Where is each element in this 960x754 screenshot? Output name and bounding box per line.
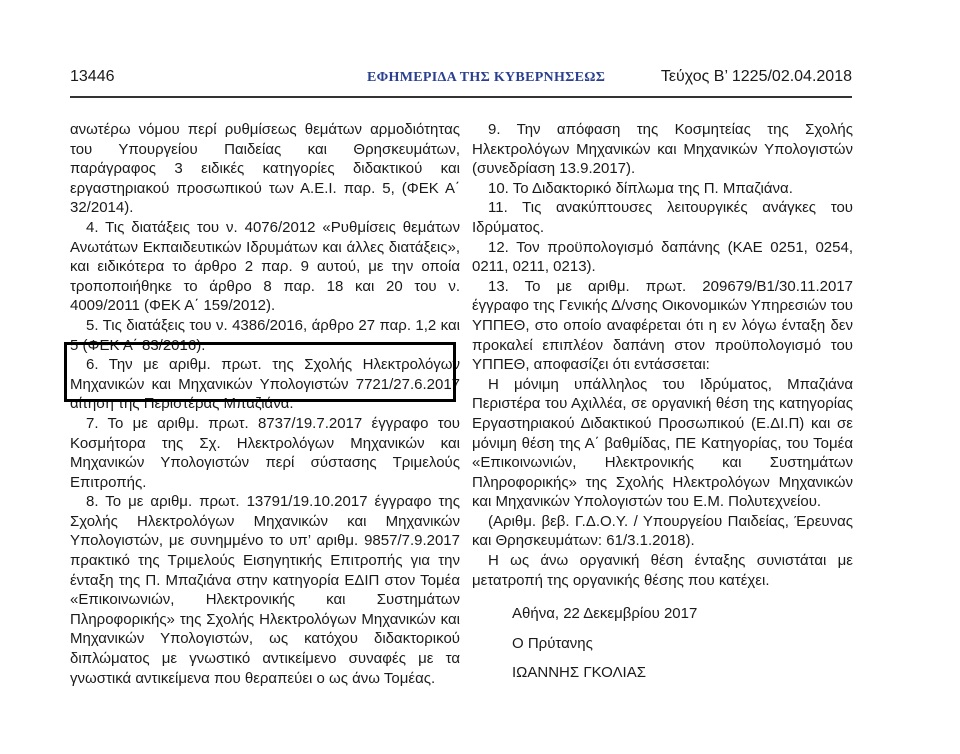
right-column [472, 120, 853, 693]
signatory-role: Ο Πρύτανης [512, 634, 593, 652]
paragraph-7: 7. Το με αριθμ. πρωτ. 8737/19.7.2017 έγγραφο του Κοσμήτορα της Σχ. Ηλεκτρολόγων Μηχανικών και Μηχανικών Υπολογιστών περί σύστασης Τριμελούς Επιτροπής. [70, 414, 460, 491]
header-rule [70, 96, 852, 98]
signatory-name: ΙΩΑΝΝΗΣ ΓΚΟΛΙΑΣ [512, 664, 646, 682]
paragraph-6-highlighted: 6. Την με αριθμ. πρωτ. της Σχολής Ηλεκτρολόγων Μηχανικών και Μηχανικών Υπολογιστών 7721/27.6.2017 αίτηση της Περιστέρας Μπαζιάνα. [70, 356, 460, 413]
issue-number: Τεύχος Β’ 1225/02.04.2018 [660, 68, 852, 85]
certificate-number: (Αριθμ. βεβ. Γ.Δ.Ο.Υ. / Υπουργείου Παιδείας, Έρευνας και Θρησκευμάτων: 61/3.1.2018). [472, 512, 853, 550]
place-date: Αθήνα, 22 Δεκεμβρίου 2017 [512, 605, 698, 623]
gazette-title: ΕΦΗΜΕΡΙΔΑ ΤΗΣ ΚΥΒΕΡΝΗΣΕΩΣ [367, 70, 606, 85]
paragraph-5: 5. Τις διατάξεις του ν. 4386/2016, άρθρο 27 παρ. 1,2 και 5 (ΦΕΚ Α΄ 83/2016). [70, 316, 460, 354]
conversion-note: Η ως άνω οργανική θέση ένταξης συνιστάται με μετατροπή της οργανικής θέσης που κατέχει. [472, 552, 853, 589]
paragraph-12: 12. Τον προϋπολογισμό δαπάνης (ΚΑΕ 0251, 0254, 0211, 0211, 0213). [472, 238, 853, 276]
paragraph-8: 8. Το με αριθμ. πρωτ. 13791/19.10.2017 έγγραφο της Σχολής Ηλεκτρολόγων Μηχανικών και Μηχανικών Υπολογιστών, με συνημμένο το υπ’ αριθμ. 9857/7.9.2017 πρακτικό της Τριμελούς Εισηγητικής Επιτροπής για την ένταξη της Π. Μπαζιάνα στην κατηγορία ΕΔΙΠ στον Τομέα «Επικοινωνιών, Ηλεκτρονικής και Συστημάτων Πληροφορικής» της Σχολής Ηλεκτρολόγων Μηχανικών και Μηχανικών Υπολογιστών, ως κατόχου διδακτορικού διπλώματος με γνωστικό αντικείμενο συναφές με τα γνωστικά αντικείμενα που θεραπεύει ο ως άνω Τομέας. [70, 493, 460, 687]
signature-block [472, 604, 853, 683]
decision-text: Η μόνιμη υπάλληλος του Ιδρύματος, Μπαζιάνα Περιστέρα του Αχιλλέα, σε οργανική θέση της κατηγορίας Εργαστηριακού Διδακτικού Προσωπικού (Ε.ΔΙ.Π) και σε μόνιμη θέση της Α΄ βαθμίδας, ΠΕ Κατηγορίας, του Τομέα «Επικοινωνιών, Ηλεκτρονικής και Συστημάτων Πληροφορικής» της Σχολής Ηλεκτρολόγων Μηχανικών και Μηχανικών Υπολογιστών του Ε.Μ. Πολυτεχνείου. [472, 375, 853, 511]
paragraph-10: 10. Το Διδακτορικό δίπλωμα της Π. Μπαζιάνα. [488, 179, 793, 197]
paragraph-11: 11. Τις ανακύπτουσες λειτουργικές ανάγκες του Ιδρύματος. [472, 199, 853, 236]
paragraph-9: 9. Την απόφαση της Κοσμητείας της Σχολής Ηλεκτρολόγων Μηχανικών και Μηχανικών Υπολογιστών (συνεδρίαση 13.9.2017). [472, 121, 853, 178]
page-header [70, 66, 852, 92]
page-number: 13446 [70, 68, 115, 85]
left-column [70, 120, 460, 688]
paragraph-continued: ανωτέρω νόμου περί ρυθμίσεως θεμάτων αρμοδιότητας του Υπουργείου Παιδείας και Θρησκευμάτων, παράγραφος 3 ειδικές κατηγορίες διδακτικού και εργαστηριακού προσωπικού των Α.Ε.Ι. παρ. 5, (ΦΕΚ Α΄ 32/2014). [70, 121, 460, 217]
paragraph-4: 4. Τις διατάξεις του ν. 4076/2012 «Ρυθμίσεις θεμάτων Ανωτάτων Εκπαιδευτικών Ιδρυμάτων και άλλες διατάξεις», και ειδικότερα το άρθρο 2 παρ. 9 αυτού, με την οποία τροποποιήθηκε το άρθρο 8 παρ. 18 και 20 του ν. 4009/2011 (ΦΕΚ Α΄ 159/2012). [70, 218, 460, 315]
paragraph-13: 13. Το με αριθμ. πρωτ. 209679/Β1/30.11.2017 έγγραφο της Γενικής Δ/νσης Οικονομικών Υπηρεσιών του ΥΠΠΕΘ, στο οποίο αναφέρεται ότι η εν λόγω ένταξη δεν προκαλεί επιπλέον δαπάνη στον προϋπολογισμό του ΥΠΠΕΘ, αποφασίζει ότι εντάσσεται: [472, 277, 853, 374]
